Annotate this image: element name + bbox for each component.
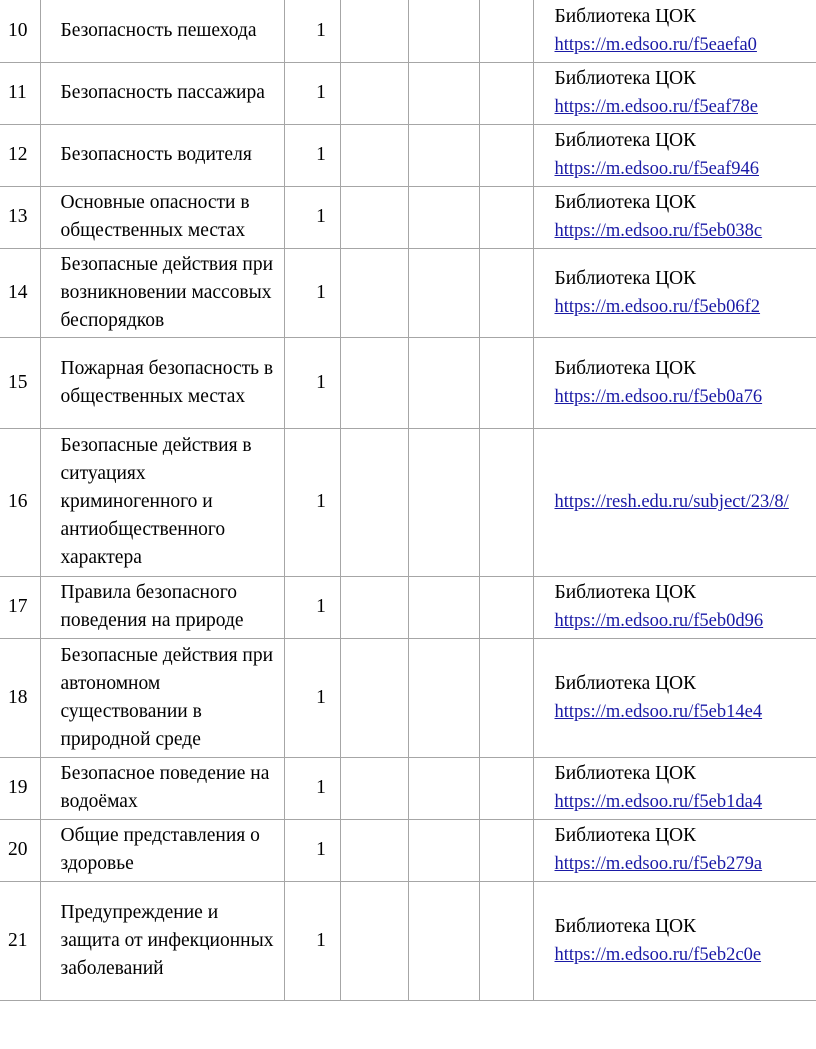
library-label: Библиотека ЦОК [554,763,697,784]
table-row [0,337,816,428]
empty-cell [479,0,533,62]
lesson-hours: 1 [284,576,340,638]
empty-cell [479,428,533,576]
table-row [0,576,816,638]
library-label: Библиотека ЦОК [554,68,697,89]
empty-cell [408,428,479,576]
lesson-hours: 1 [284,248,340,337]
empty-cell [479,62,533,124]
table-row [0,757,816,819]
lesson-hours: 1 [284,62,340,124]
lesson-topic: Пожарная безопасность в общественных местах [40,337,284,428]
empty-cell [340,124,408,186]
empty-cell [408,62,479,124]
table-row [0,638,816,757]
empty-cell [479,757,533,819]
lesson-hours: 1 [284,428,340,576]
empty-cell [408,0,479,62]
lesson-number: 10 [0,0,40,62]
lesson-number: 11 [0,62,40,124]
lesson-resources [533,819,816,881]
lesson-hours: 1 [284,881,340,1000]
empty-cell [408,757,479,819]
table-row [0,428,816,576]
library-label: Библиотека ЦОК [554,357,697,379]
table-row [0,819,816,881]
lesson-number: 16 [0,428,40,576]
empty-cell [340,576,408,638]
library-label: Библиотека ЦОК [554,5,697,27]
resource-link[interactable]: https://m.edsoo.ru/f5eb14e4 [554,701,763,722]
empty-cell [340,819,408,881]
library-label: Библиотека ЦОК [554,672,697,694]
empty-cell [408,248,479,337]
lesson-topic: Правила безопасного поведения на природе [40,576,284,638]
lesson-topic: Общие представления о здоровье [40,819,284,881]
lesson-topic: Основные опасности в общественных местах [40,186,284,248]
resource-link[interactable]: https://m.edsoo.ru/f5eb038c [554,221,763,241]
lesson-topic: Безопасные действия при автономном существовании в природной среде [40,638,284,757]
table-row [0,881,816,1000]
empty-cell [340,248,408,337]
library-label: Библиотека ЦОК [554,825,697,846]
lesson-hours: 1 [284,819,340,881]
table-row [0,248,816,337]
empty-cell [340,0,408,62]
lesson-number: 13 [0,186,40,248]
library-label: Библиотека ЦОК [554,130,697,151]
library-label: Библиотека ЦОК [554,915,697,937]
lesson-resources [533,638,816,757]
table-row [0,0,816,62]
lesson-number: 17 [0,576,40,638]
table-row [0,186,816,248]
resource-link[interactable]: https://m.edsoo.ru/f5eb2c0e [554,944,762,965]
empty-cell [408,186,479,248]
lesson-resources [533,186,816,248]
resource-link[interactable]: https://m.edsoo.ru/f5eaefa0 [554,34,757,55]
lesson-resources [533,62,816,124]
lesson-hours: 1 [284,757,340,819]
lesson-number: 18 [0,638,40,757]
lesson-topic: Безопасность пассажира [40,62,284,124]
lesson-hours: 1 [284,337,340,428]
resource-link[interactable]: https://m.edsoo.ru/f5eaf78e [554,97,758,117]
lesson-hours: 1 [284,124,340,186]
lesson-topic: Безопасные действия при возникновении массовых беспорядков [40,248,284,337]
lesson-resources [533,757,816,819]
lesson-hours: 1 [284,186,340,248]
lesson-hours: 1 [284,638,340,757]
lesson-topic: Безопасность пешехода [40,0,284,62]
empty-cell [479,638,533,757]
resource-link[interactable]: https://resh.edu.ru/subject/23/8/ [554,492,789,512]
empty-cell [479,881,533,1000]
lesson-topic: Безопасность водителя [40,124,284,186]
empty-cell [340,337,408,428]
empty-cell [408,638,479,757]
empty-cell [340,757,408,819]
library-label: Библиотека ЦОК [554,582,697,603]
lesson-resources [533,881,816,1000]
table-row [0,62,816,124]
empty-cell [408,337,479,428]
empty-cell [479,576,533,638]
empty-cell [408,124,479,186]
empty-cell [479,124,533,186]
empty-cell [340,881,408,1000]
lesson-resources [533,248,816,337]
lesson-topic: Безопасное поведение на водоёмах [40,757,284,819]
lesson-number: 14 [0,248,40,337]
resource-link[interactable]: https://m.edsoo.ru/f5eaf946 [554,159,759,179]
lesson-resources [533,428,816,576]
lesson-topic: Предупреждение и защита от инфекционных заболеваний [40,881,284,1000]
empty-cell [340,62,408,124]
lesson-number: 15 [0,337,40,428]
lesson-hours: 1 [284,0,340,62]
empty-cell [479,337,533,428]
resource-link[interactable]: https://m.edsoo.ru/f5eb06f2 [554,296,761,317]
resource-link[interactable]: https://m.edsoo.ru/f5eb0a76 [554,386,763,407]
empty-cell [479,248,533,337]
lesson-number: 20 [0,819,40,881]
lesson-resources [533,576,816,638]
table-row [0,124,816,186]
lesson-number: 12 [0,124,40,186]
empty-cell [479,819,533,881]
library-label: Библиотека ЦОК [554,192,697,213]
lesson-topic: Безопасные действия в ситуациях криминогенного и антиобщественного характера [40,428,284,576]
empty-cell [408,576,479,638]
empty-cell [479,186,533,248]
library-label: Библиотека ЦОК [554,267,697,289]
lesson-resources [533,337,816,428]
empty-cell [408,881,479,1000]
empty-cell [340,186,408,248]
empty-cell [340,428,408,576]
lesson-number: 21 [0,881,40,1000]
lesson-resources [533,124,816,186]
resource-link[interactable]: https://m.edsoo.ru/f5eb1da4 [554,792,763,812]
resource-link[interactable]: https://m.edsoo.ru/f5eb279a [554,854,763,874]
resource-link[interactable]: https://m.edsoo.ru/f5eb0d96 [554,611,764,631]
empty-cell [408,819,479,881]
empty-cell [340,638,408,757]
lesson-resources [533,0,816,62]
lesson-number: 19 [0,757,40,819]
